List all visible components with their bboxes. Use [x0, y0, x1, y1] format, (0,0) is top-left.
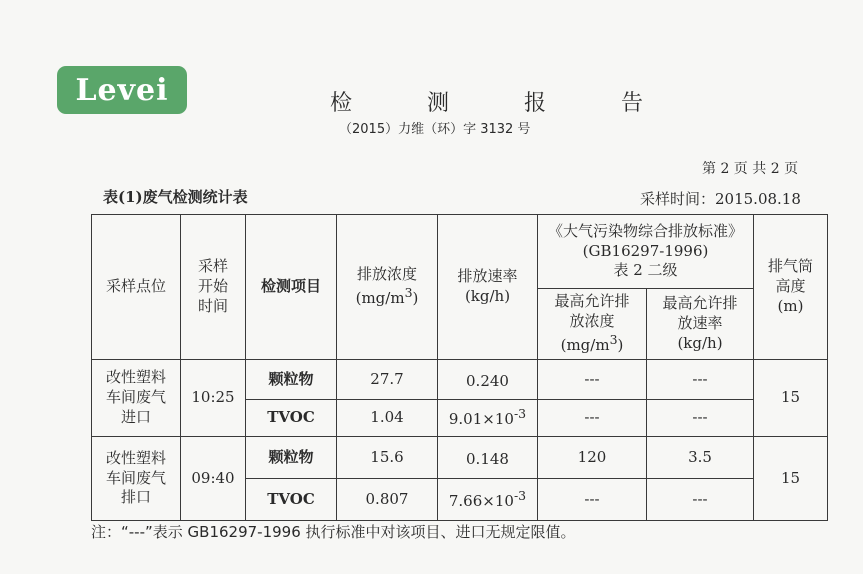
header-rate: 排放速率 (kg/h): [438, 215, 538, 360]
cell-max-concentration: ---: [538, 400, 647, 437]
header-start-time: 采样开始时间: [181, 215, 246, 360]
cell-item: 颗粒物: [246, 437, 337, 479]
cell-point: 改性塑料车间废气进口: [92, 360, 181, 437]
cell-rate: $7.66\times 10^{-3}$: [438, 479, 538, 521]
cell-point: 改性塑料车间废气排口: [92, 437, 181, 521]
header-max-rate: 最高允许排放速率 (kg/h): [647, 289, 754, 360]
cell-item: 颗粒物: [246, 360, 337, 400]
cell-concentration: 1.04: [337, 400, 438, 437]
cell-stack-height: 15: [754, 437, 828, 521]
header-point: 采样点位: [92, 215, 181, 360]
cell-item: TVOC: [246, 479, 337, 521]
cell-concentration: 0.807: [337, 479, 438, 521]
header-item: 检测项目: [246, 215, 337, 360]
cell-concentration: 15.6: [337, 437, 438, 479]
table-row: [92, 437, 828, 479]
cell-rate: $9.01\times 10^{-3}$: [438, 400, 538, 437]
table-caption: 表(1)废气检测统计表: [103, 188, 248, 206]
header-stack-height: 排气筒高度 (m): [754, 215, 828, 360]
cell-concentration: 27.7: [337, 360, 438, 400]
cell-time: 09:40: [181, 437, 246, 521]
header-concentration: 排放浓度 $(mg/m^3)$: [337, 215, 438, 360]
header-standard: 《大气污染物综合排放标准》(GB16297-1996) 表 2 二级: [538, 215, 754, 289]
cell-max-rate: ---: [647, 479, 754, 521]
footnote: 注：“---”表示 GB16297-1996 执行标准中对该项目、进口无规定限值。: [91, 523, 576, 541]
cell-time: 10:25: [181, 360, 246, 437]
cell-max-concentration: ---: [538, 479, 647, 521]
cell-max-rate: ---: [647, 400, 754, 437]
cell-rate: 0.240: [438, 360, 538, 400]
exhaust-gas-table: [91, 214, 828, 521]
cell-max-concentration: ---: [538, 360, 647, 400]
sample-time: 采样时间：2015.08.18: [640, 190, 801, 208]
company-logo: [57, 66, 187, 114]
cell-stack-height: 15: [754, 360, 828, 437]
header-max-concentration: 最高允许排放浓度 $(mg/m^3)$: [538, 289, 647, 360]
cell-max-concentration: 120: [538, 437, 647, 479]
page-info: 第 2 页 共 2 页: [702, 161, 799, 177]
report-number: （2015）力维（环）字 3132 号: [339, 122, 531, 137]
cell-item: TVOC: [246, 400, 337, 437]
logo-text: Levei: [75, 72, 169, 108]
report-title: 检 测 报 告: [330, 91, 677, 116]
cell-max-rate: ---: [647, 360, 754, 400]
cell-rate: 0.148: [438, 437, 538, 479]
cell-max-rate: 3.5: [647, 437, 754, 479]
table-row: [92, 360, 828, 400]
